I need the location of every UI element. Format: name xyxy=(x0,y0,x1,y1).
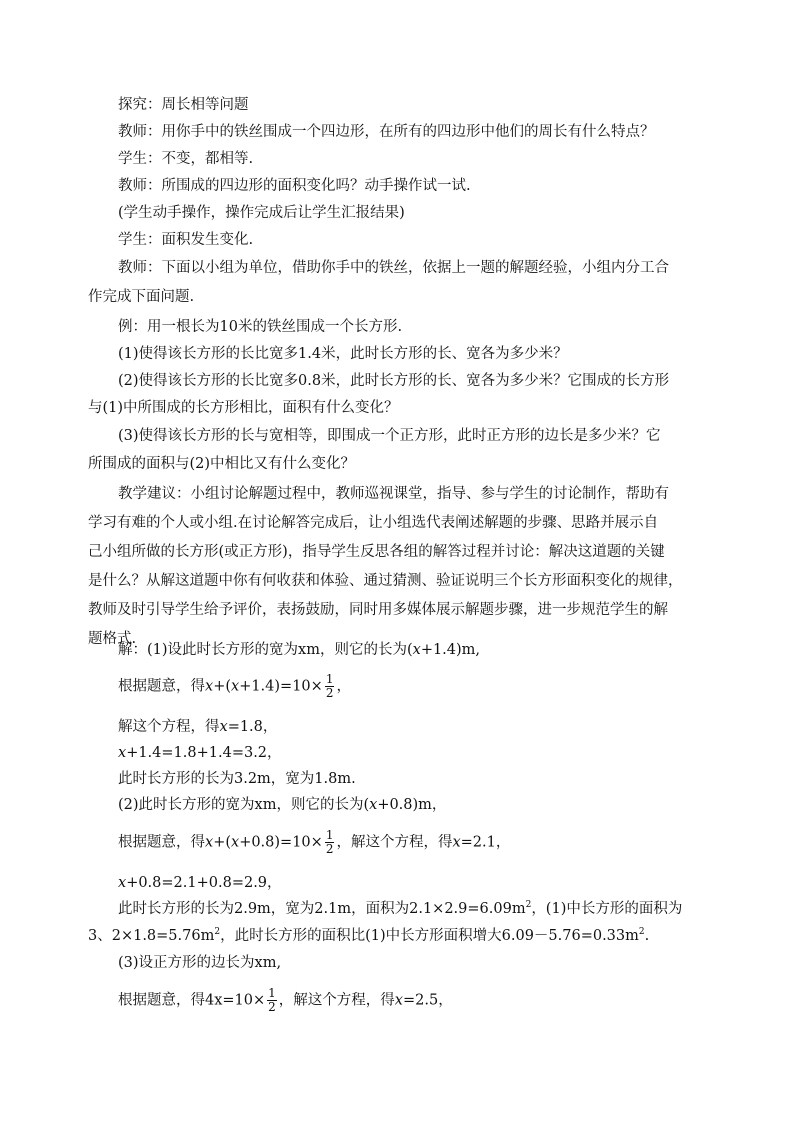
solution-3-equation: 根据题意，得4x=10× $\frac{1}{2}$ ，解这个方程，得x=2.5， xyxy=(118,986,453,1014)
solution-1-setup: 解：(1)设此时长方形的宽为xm，则它的长为(x+1.4)m, xyxy=(118,642,481,658)
solution-2-area: 此时长方形的长为2.9m，宽为2.1m，面积为$2.1\times 2.9=6.09m^2$，(1)中长方形的面积为 xyxy=(118,900,683,917)
question-2-cont: 与(1)中所围成的长方形相比，面积有什么变化？ xyxy=(88,400,399,416)
student-line-2: 学生：面积发生变化. xyxy=(118,232,254,248)
fraction-one-half: $\frac{1}{2}$ xyxy=(325,672,334,700)
solution-3-setup: (3)设正方形的边长为xm, xyxy=(118,955,282,971)
fraction-one-half: $\frac{1}{2}$ xyxy=(325,828,334,856)
teaching-suggestion-4: 是什么？从解这道题中你有何收获和体验、通过猜测、验证说明三个长方形面积变化的规律， xyxy=(88,573,683,589)
teacher-line-2: 教师：所围成的四边形的面积变化吗？动手操作试一试. xyxy=(118,178,471,194)
teacher-line-1: 教师：用你手中的铁丝围成一个四边形，在所有的四边形中他们的周长有什么特点？ xyxy=(118,124,655,140)
solution-2-setup: (2)此时长方形的宽为xm，则它的长为(x+0.8)m， xyxy=(118,797,447,813)
question-3: (3)使得该长方形的长与宽相等，即围成一个正方形，此时正方形的边长是多少米？它 xyxy=(118,428,661,444)
solution-2-equation: 根据题意，得x+(x+0.8)=10× $\frac{1}{2}$ ，解这个方程，得x=2.1， xyxy=(118,828,511,856)
teacher-line-3-cont: 作完成下面问题. xyxy=(88,289,195,305)
solution-1-result: 此时长方形的长为3.2m，宽为1.8m. xyxy=(118,771,356,787)
solution-1-equation: 根据题意，得x+(x+1.4)=10× $\frac{1}{2}$ ， xyxy=(118,672,351,700)
teaching-suggestion-5: 教师及时引导学生给予评价，表扬鼓励，同时用多媒体展示解题步骤，进一步规范学生的解 xyxy=(88,602,668,618)
fraction-one-half: $\frac{1}{2}$ xyxy=(268,986,276,1014)
teaching-suggestion-6: 题格式. xyxy=(88,631,137,647)
question-3-cont: 所围成的面积与(2)中相比又有什么变化？ xyxy=(88,456,356,472)
question-2: (2)使得该长方形的长比宽多0.8米，此时长方形的长、宽各为多少米？它围成的长方形 xyxy=(118,373,670,389)
solution-2-area-cont: 3、$2\times 1.8=5.76m^2$，此时长方形的面积比(1)中长方形面积增大$6.09-5.76=0.33m^2$. xyxy=(88,927,650,944)
solution-1-length: x+1.4=1.8+1.4=3.2， xyxy=(118,745,282,761)
teaching-suggestion: 教学建议：小组讨论解题过程中，教师巡视课堂，指导、参与学生的讨论制作，帮助有 xyxy=(118,486,669,502)
stage-direction: (学生动手操作，操作完成后让学生汇报结果) xyxy=(118,205,405,221)
solution-2-length: x+0.8=2.1+0.8=2.9， xyxy=(118,875,282,891)
teaching-suggestion-2: 学习有难的个人或小组.在讨论解答完成后，让小组选代表阐述解题的步骤、思路并展示自 xyxy=(88,515,659,531)
teacher-line-3: 教师：下面以小组为单位，借助你手中的铁丝，依据上一题的解题经验，小组内分工合 xyxy=(118,260,669,276)
question-1: (1)使得该长方形的长比宽多1.4米，此时长方形的长、宽各为多少米？ xyxy=(118,346,568,362)
teaching-suggestion-3: 己小组所做的长方形(或正方形)，指导学生反思各组的解答过程并讨论：解决这道题的关键 xyxy=(88,544,665,560)
example-statement: 例：用一根长为10米的铁丝围成一个长方形. xyxy=(118,319,403,335)
solution-1-solve: 解这个方程，得x=1.8， xyxy=(118,719,278,735)
section-heading: 探究：周长相等问题 xyxy=(118,97,249,113)
student-line-1: 学生：不变，都相等. xyxy=(118,151,254,167)
